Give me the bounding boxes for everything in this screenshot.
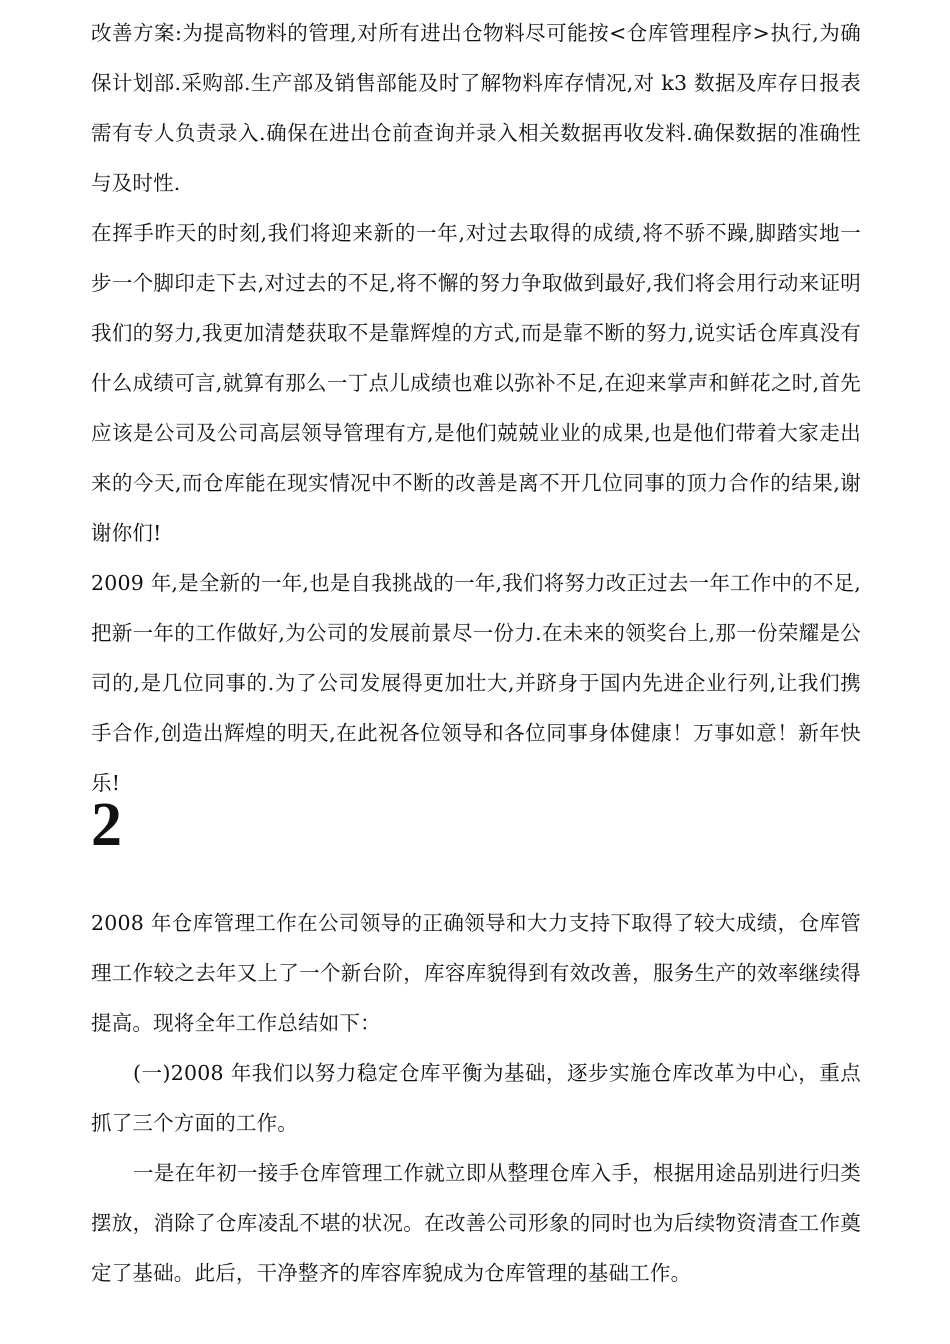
document-page (91, 8, 861, 1298)
summary-intro-paragraph: 2008 年仓库管理工作在公司领导的正确领导和大力支持下取得了较大成绩，仓库管理工作较之去年又上了一个新台阶，库容库貌得到有效改善，服务生产的效率继续得提高。现将全年工作总结如下： (91, 911, 861, 1035)
item-one-paragraph: 一是在年初一接手仓库管理工作就立即从整理仓库入手，根据用途品别进行归类摆放，消除了仓库凌乱不堪的状况。在改善公司形象的同时也为后续物资清查工作奠定了基础。此后，干净整齐的库容库貌成为仓库管理的基础工作。 (91, 1161, 861, 1285)
farewell-paragraph: 在挥手昨天的时刻,我们将迎来新的一年,对过去取得的成绩,将不骄不躁,脚踏实地一步一个脚印走下去,对过去的不足,将不懈的努力争取做到最好,我们将会用行动来证明我们的努力,我更加清楚获取不是靠辉煌的方式,而是靠不断的努力,说实话仓库真没有什么成绩可言,就算有那么一丁点儿成绩也难以弥补不足,在迎来掌声和鲜花之时,首先应该是公司及公司高层领导管理有方,是他们兢兢业业的成果,也是他们带着大家走出来的今天,而仓库能在现实情况中不断的改善是离不开几位同事的顶力合作的结果,谢谢你们! (91, 221, 861, 545)
point-one-paragraph: (一)2008 年我们以努力稳定仓库平衡为基础，逐步实施仓库改革为中心，重点抓了三个方面的工作。 (91, 1061, 861, 1135)
section-number: 2 (91, 791, 122, 859)
new-year-paragraph: 2009 年,是全新的一年,也是自我挑战的一年,我们将努力改正过去一年工作中的不足,把新一年的工作做好,为公司的发展前景尽一份力.在未来的领奖台上,那一份荣耀是公司的,是几位同事的.为了公司发展得更加壮大,并跻身于国内先进企业行列,让我们携手合作,创造出辉煌的明天,在此祝各位领导和各位同事身体健康！万事如意！新年快乐! (91, 571, 861, 795)
improvement-plan-paragraph: 改善方案:为提高物料的管理,对所有进出仓物料尽可能按<仓库管理程序>执行,为确保计划部.采购部.生产部及销售部能及时了解物料库存情况,对 k3 数据及库存日报表需有专人负责录入.确保在进出仓前查询并录入相关数据再收发料.确保数据的准确性与及时性. (91, 21, 861, 195)
